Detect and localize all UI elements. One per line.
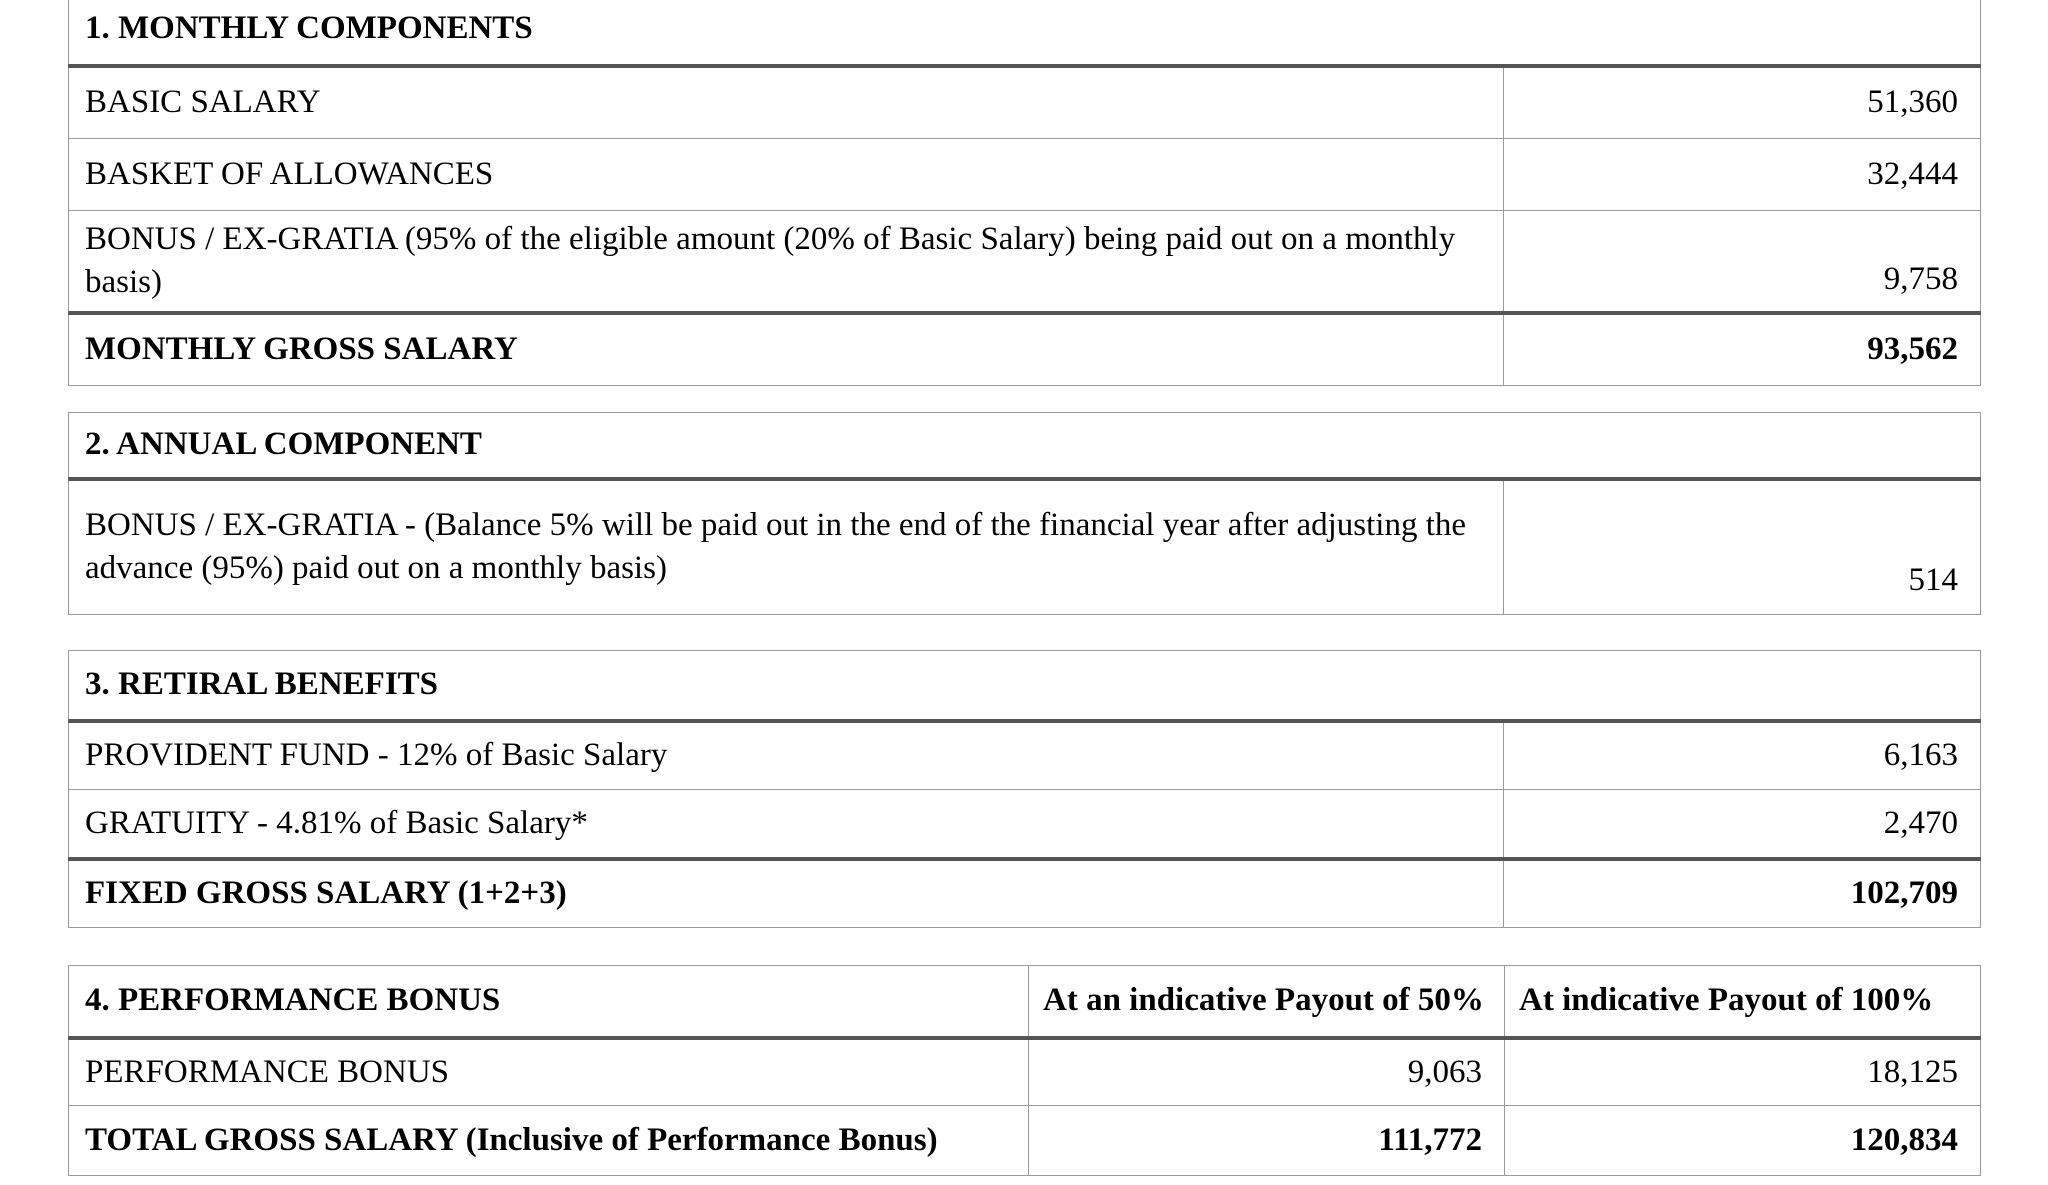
annual-component-table: [68, 412, 1981, 615]
table-row: [69, 859, 1981, 928]
row-value-monthly-gross-salary: 93,562: [1504, 313, 1981, 385]
table-row: [69, 966, 1981, 1038]
retiral-benefits-title: 3. RETIRAL BENEFITS: [69, 651, 1981, 721]
row-label-bonus-ex-gratia-monthly: BONUS / EX-GRATIA (95% of the eligible amount (20% of Basic Salary) being paid out on a monthly basis): [69, 210, 1504, 313]
table-row: [69, 313, 1981, 385]
performance-bonus-table: [68, 965, 1981, 1176]
row-value-gratuity: 2,470: [1504, 790, 1981, 859]
row-value-bonus-ex-gratia-annual: 514: [1504, 479, 1981, 615]
row-value-provident-fund: 6,163: [1504, 721, 1981, 790]
row-value-total-gross-salary-100: 120,834: [1505, 1106, 1981, 1176]
row-label-basket-of-allowances: BASKET OF ALLOWANCES: [69, 138, 1504, 210]
column-header-payout-100: At indicative Payout of 100%: [1505, 966, 1981, 1038]
retiral-benefits-table: [68, 650, 1981, 928]
performance-bonus-title: 4. PERFORMANCE BONUS: [69, 966, 1029, 1038]
row-label-monthly-gross-salary: MONTHLY GROSS SALARY: [69, 313, 1504, 385]
row-label-provident-fund: PROVIDENT FUND - 12% of Basic Salary: [69, 721, 1504, 790]
monthly-components-title: 1. MONTHLY COMPONENTS: [69, 0, 1981, 66]
table-row: [69, 210, 1981, 313]
row-label-gratuity: GRATUITY - 4.81% of Basic Salary*: [69, 790, 1504, 859]
row-value-fixed-gross-salary: 102,709: [1504, 859, 1981, 928]
row-value-performance-bonus-100: 18,125: [1505, 1038, 1981, 1106]
row-label-performance-bonus: PERFORMANCE BONUS: [69, 1038, 1029, 1106]
column-header-payout-50: At an indicative Payout of 50%: [1029, 966, 1505, 1038]
row-label-basic-salary: BASIC SALARY: [69, 66, 1504, 138]
table-row: [69, 413, 1981, 479]
table-row: [69, 1038, 1981, 1106]
table-row: [69, 479, 1981, 615]
table-row: [69, 138, 1981, 210]
table-row: [69, 651, 1981, 721]
table-row: [69, 721, 1981, 790]
monthly-components-table: [68, 0, 1981, 386]
row-label-fixed-gross-salary: FIXED GROSS SALARY (1+2+3): [69, 859, 1504, 928]
table-row: [69, 790, 1981, 859]
row-value-basket-of-allowances: 32,444: [1504, 138, 1981, 210]
annual-component-title: 2. ANNUAL COMPONENT: [69, 413, 1981, 479]
row-label-bonus-ex-gratia-annual: BONUS / EX-GRATIA - (Balance 5% will be paid out in the end of the financial year after adjusting the advance (95%) paid out on a monthly basis): [69, 479, 1504, 615]
row-label-total-gross-salary: TOTAL GROSS SALARY (Inclusive of Performance Bonus): [69, 1106, 1029, 1176]
table-row: [69, 1106, 1981, 1176]
table-row: [69, 0, 1981, 66]
row-value-bonus-ex-gratia-monthly: 9,758: [1504, 210, 1981, 313]
row-value-total-gross-salary-50: 111,772: [1029, 1106, 1505, 1176]
table-row: [69, 66, 1981, 138]
row-value-basic-salary: 51,360: [1504, 66, 1981, 138]
row-value-performance-bonus-50: 9,063: [1029, 1038, 1505, 1106]
